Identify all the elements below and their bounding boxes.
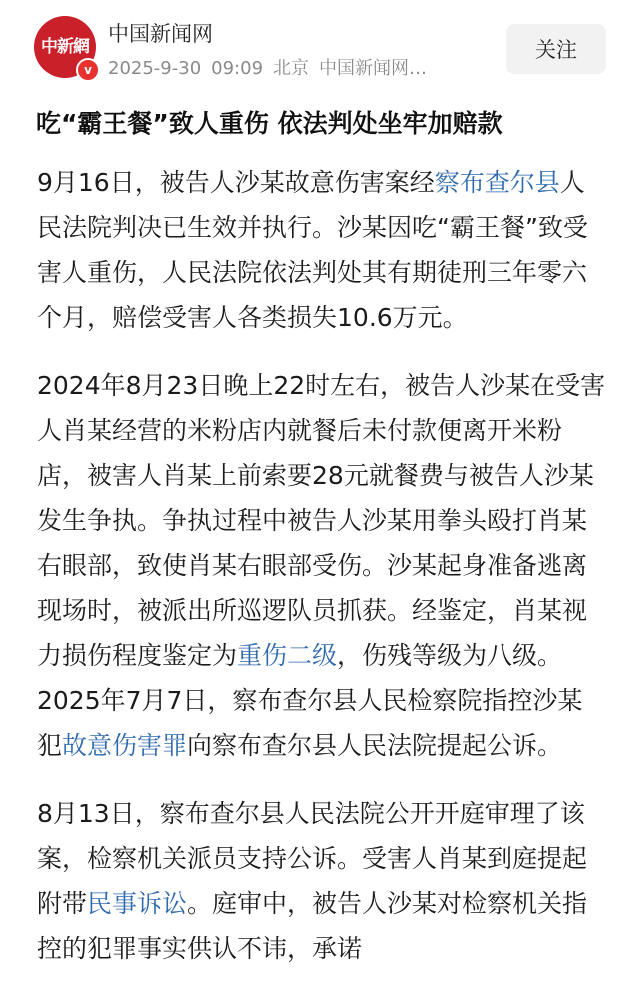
article-body bbox=[37, 160, 607, 994]
link-civil-litigation[interactable]: 民事诉讼 bbox=[87, 889, 188, 918]
post-meta bbox=[108, 54, 437, 80]
paragraph-text: 9月16日，被告人沙某故意伤害案经 bbox=[37, 168, 435, 197]
link-intentional-injury-crime[interactable]: 故意伤害罪 bbox=[62, 731, 188, 760]
paragraph-text: 2024年8月23日晚上22时左右，被告人沙某在受害人肖某经营的米粉店内就餐后未付款便离开米粉店，被害人肖某上前索要28元就餐费与被告人沙某发生争执。争执过程中被告人沙某用拳头殴打肖某右眼部，致使肖某右眼部受伤。沙某起身准备逃离现场时，被派出所巡逻队员抓获。经鉴定，肖某视力损伤程度鉴定为 bbox=[37, 371, 606, 670]
source-name[interactable]: 中国新闻网 bbox=[108, 22, 213, 46]
post-date: 2025-9-30 bbox=[108, 58, 202, 79]
paragraph-text: ，伤残等级为八级。2025年7月7日，察布查尔县人民检察院指控沙某犯 bbox=[37, 641, 583, 760]
paragraph-text: 向察布查尔县人民法院提起公诉。 bbox=[187, 731, 563, 760]
article-header bbox=[0, 0, 640, 96]
verified-badge-icon: v bbox=[76, 58, 100, 82]
paragraph-text: 8月13日，察布查尔县人民法院公开开庭审理了该案，检察机关派员支持公诉。受害人肖某到庭提起附带 bbox=[37, 799, 588, 918]
link-serious-injury-level-2[interactable]: 重伤二级 bbox=[237, 641, 338, 670]
post-source: 中国新闻网… bbox=[319, 58, 428, 79]
link-chabuchaer-county[interactable]: 察布查尔县 bbox=[434, 168, 560, 197]
follow-button[interactable]: 关注 bbox=[506, 24, 606, 74]
paragraph-2 bbox=[37, 363, 607, 768]
post-time: 09:09 bbox=[211, 58, 264, 79]
paragraph-1 bbox=[37, 160, 607, 340]
paragraph-text: 。庭审中，被告人沙某对检察机关指控的犯罪事实供认不讳，承诺 bbox=[37, 889, 588, 963]
article-title: 吃“霸王餐”致人重伤 依法判处坐牢加赔款 bbox=[36, 109, 503, 138]
avatar-logo-text: 中新網 bbox=[41, 36, 89, 57]
paragraph-text: 人民法院判决已生效并执行。沙某因吃“霸王餐”致受害人重伤，人民法院依法判处其有期徒刑三年零六个月，赔偿受害人各类损失10.6万元。 bbox=[37, 168, 588, 332]
paragraph-3 bbox=[37, 791, 607, 971]
post-location: 北京 bbox=[273, 58, 310, 79]
